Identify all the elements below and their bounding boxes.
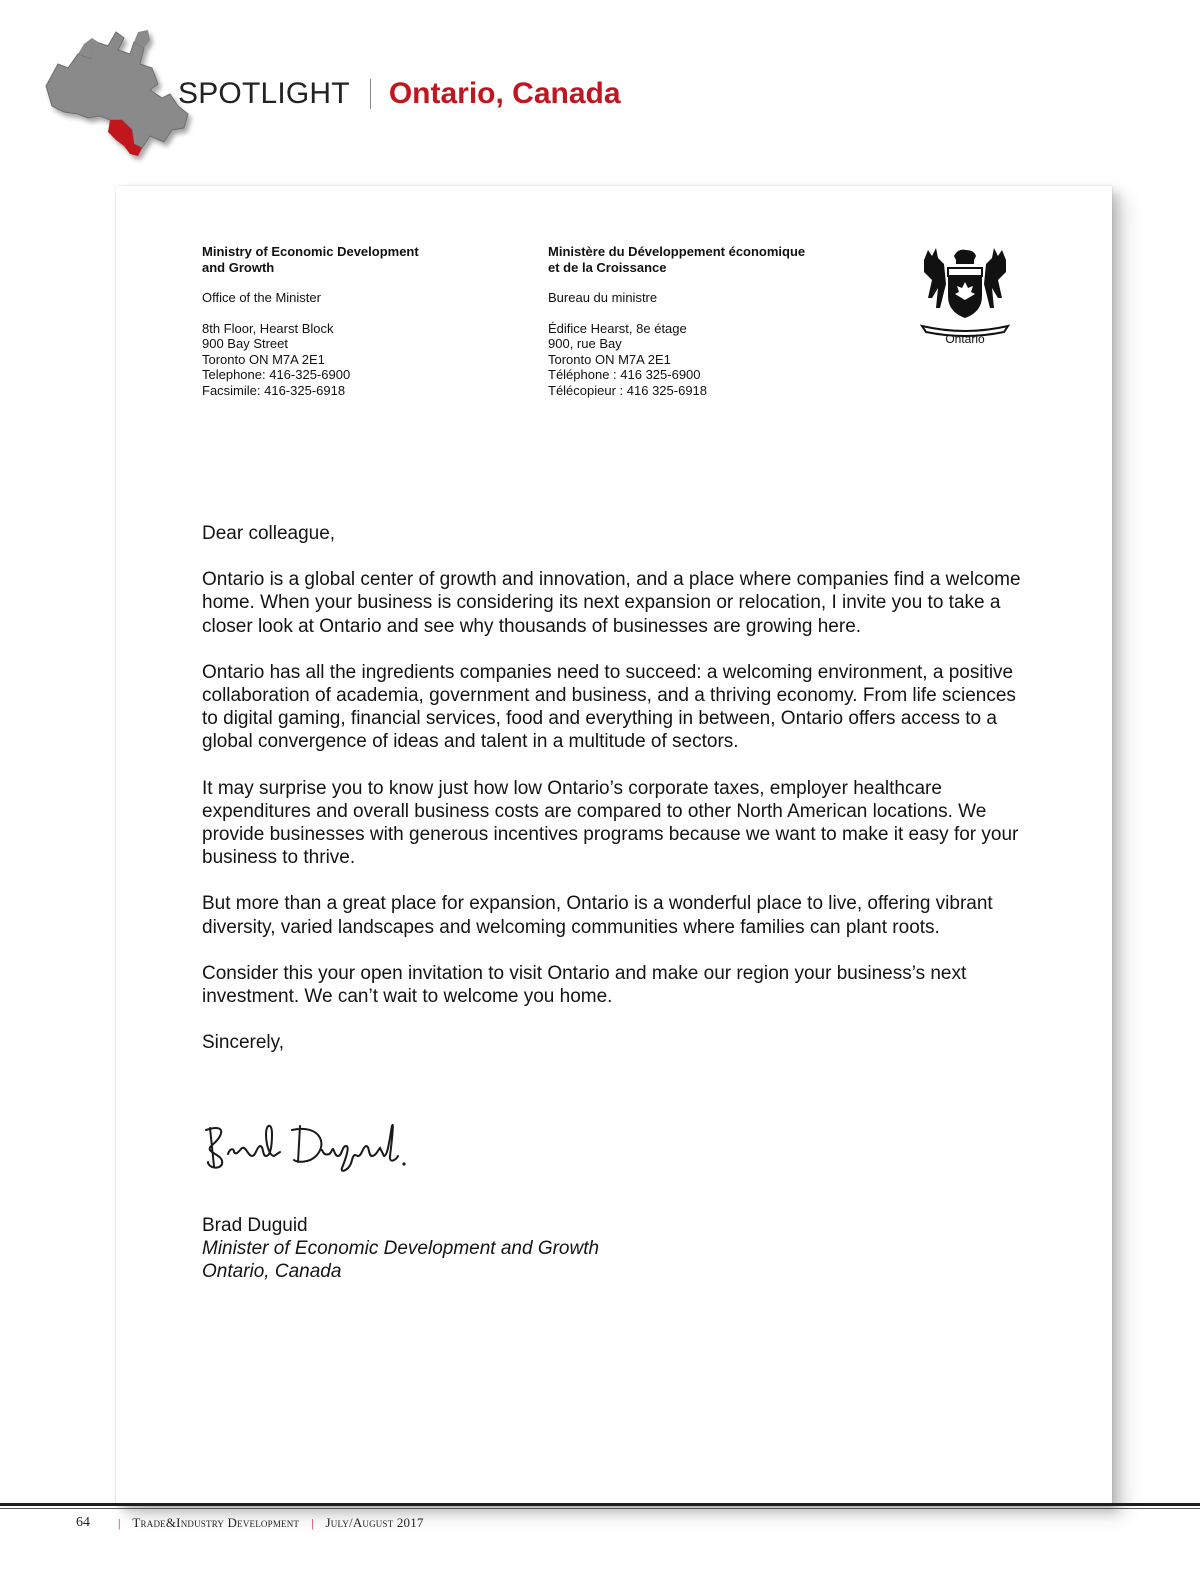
footer-divider: | bbox=[118, 1515, 121, 1530]
handwritten-signature bbox=[200, 1116, 430, 1180]
letterhead-french bbox=[548, 244, 868, 398]
ministry-name-en: Ministry of Economic Development and Growth bbox=[202, 244, 419, 275]
ministry-name-fr: Ministère du Développement économique et de la Croissance bbox=[548, 244, 806, 275]
section-label: SPOTLIGHT bbox=[178, 77, 350, 110]
letter-paragraph: Consider this your open invitation to visit Ontario and make our region your business’s next investment. We can’t wait to welcome you home. bbox=[202, 962, 967, 1008]
fax-line: Télécopieur : 416 325-6918 bbox=[548, 382, 708, 398]
section-header bbox=[178, 72, 621, 116]
footer-rule bbox=[0, 1503, 1200, 1506]
publication-name: Trade&Industry Development bbox=[132, 1515, 300, 1530]
region-title: Ontario, Canada bbox=[388, 77, 621, 110]
telephone-line: Téléphone : 416 325-6900 bbox=[548, 367, 701, 382]
footer-rule-thin bbox=[0, 1508, 1200, 1509]
letter-paragraph: Ontario is a global center of growth and innovation, and a place where companies find a welcome home. When your business is considering its next expansion or relocation, I invite you to take a closer look at Ontario and see why thousands of businesses are growing here. bbox=[202, 569, 1021, 637]
letter-body bbox=[202, 522, 1032, 1077]
closing: Sincerely, bbox=[202, 1032, 285, 1054]
signer-name: Brad Duguid bbox=[202, 1215, 308, 1236]
salutation: Dear colleague, bbox=[202, 523, 336, 544]
address-line: 8th Floor, Hearst Block bbox=[202, 320, 334, 336]
letter-paragraph: It may surprise you to know just how low Ontario’s corporate taxes, employer healthcare expenditures and overall business costs are compared to other North American locations. We provide businesses with generous incentives programs because we want to make it easy for your business to thrive. bbox=[202, 777, 1019, 869]
ontario-coat-of-arms-icon bbox=[912, 242, 1018, 346]
address-line: 900, rue Bay bbox=[548, 336, 622, 351]
letter-paragraph: Ontario has all the ingredients companies need to succeed: a welcoming environment, a positive collaboration of academia, government and business, and a thriving economy. From life sciences to digital gaming, financial services, food and everything in between, Ontario offers access to a global convergence of ideas and talent in a multitude of sectors. bbox=[202, 661, 1016, 753]
address-line: 900 Bay Street bbox=[202, 336, 288, 351]
page-number: 64 bbox=[76, 1515, 90, 1530]
emblem-label: Ontario bbox=[945, 332, 985, 346]
office-name-fr: Bureau du ministre bbox=[548, 290, 658, 305]
canada-map-icon bbox=[38, 24, 198, 164]
footer-divider: | bbox=[311, 1515, 314, 1530]
address-line: Toronto ON M7A 2E1 bbox=[202, 351, 325, 367]
telephone-line: Telephone: 416-325-6900 bbox=[202, 367, 351, 382]
address-block-fr bbox=[548, 321, 868, 399]
address-block-en bbox=[202, 321, 502, 399]
fax-line: Facsimile: 416-325-6918 bbox=[202, 382, 346, 398]
signer-title: Minister of Economic Development and Growth bbox=[202, 1238, 600, 1260]
letter-paragraph: But more than a great place for expansion, Ontario is a wonderful place to live, offering vibrant diversity, varied landscapes and welcoming communities where families can plant roots. bbox=[202, 893, 993, 938]
issue-date: July/August 2017 bbox=[325, 1515, 424, 1530]
signer-location: Ontario, Canada bbox=[202, 1261, 342, 1283]
signer-block bbox=[202, 1214, 599, 1284]
page-footer bbox=[76, 1514, 424, 1532]
office-name-en: Office of the Minister bbox=[202, 290, 321, 305]
letterhead-english bbox=[202, 244, 502, 398]
address-line: Toronto ON M7A 2E1 bbox=[548, 351, 671, 367]
letter-sheet bbox=[116, 186, 1112, 1506]
address-line: Édifice Hearst, 8e étage bbox=[548, 320, 687, 336]
header-divider bbox=[370, 79, 371, 109]
